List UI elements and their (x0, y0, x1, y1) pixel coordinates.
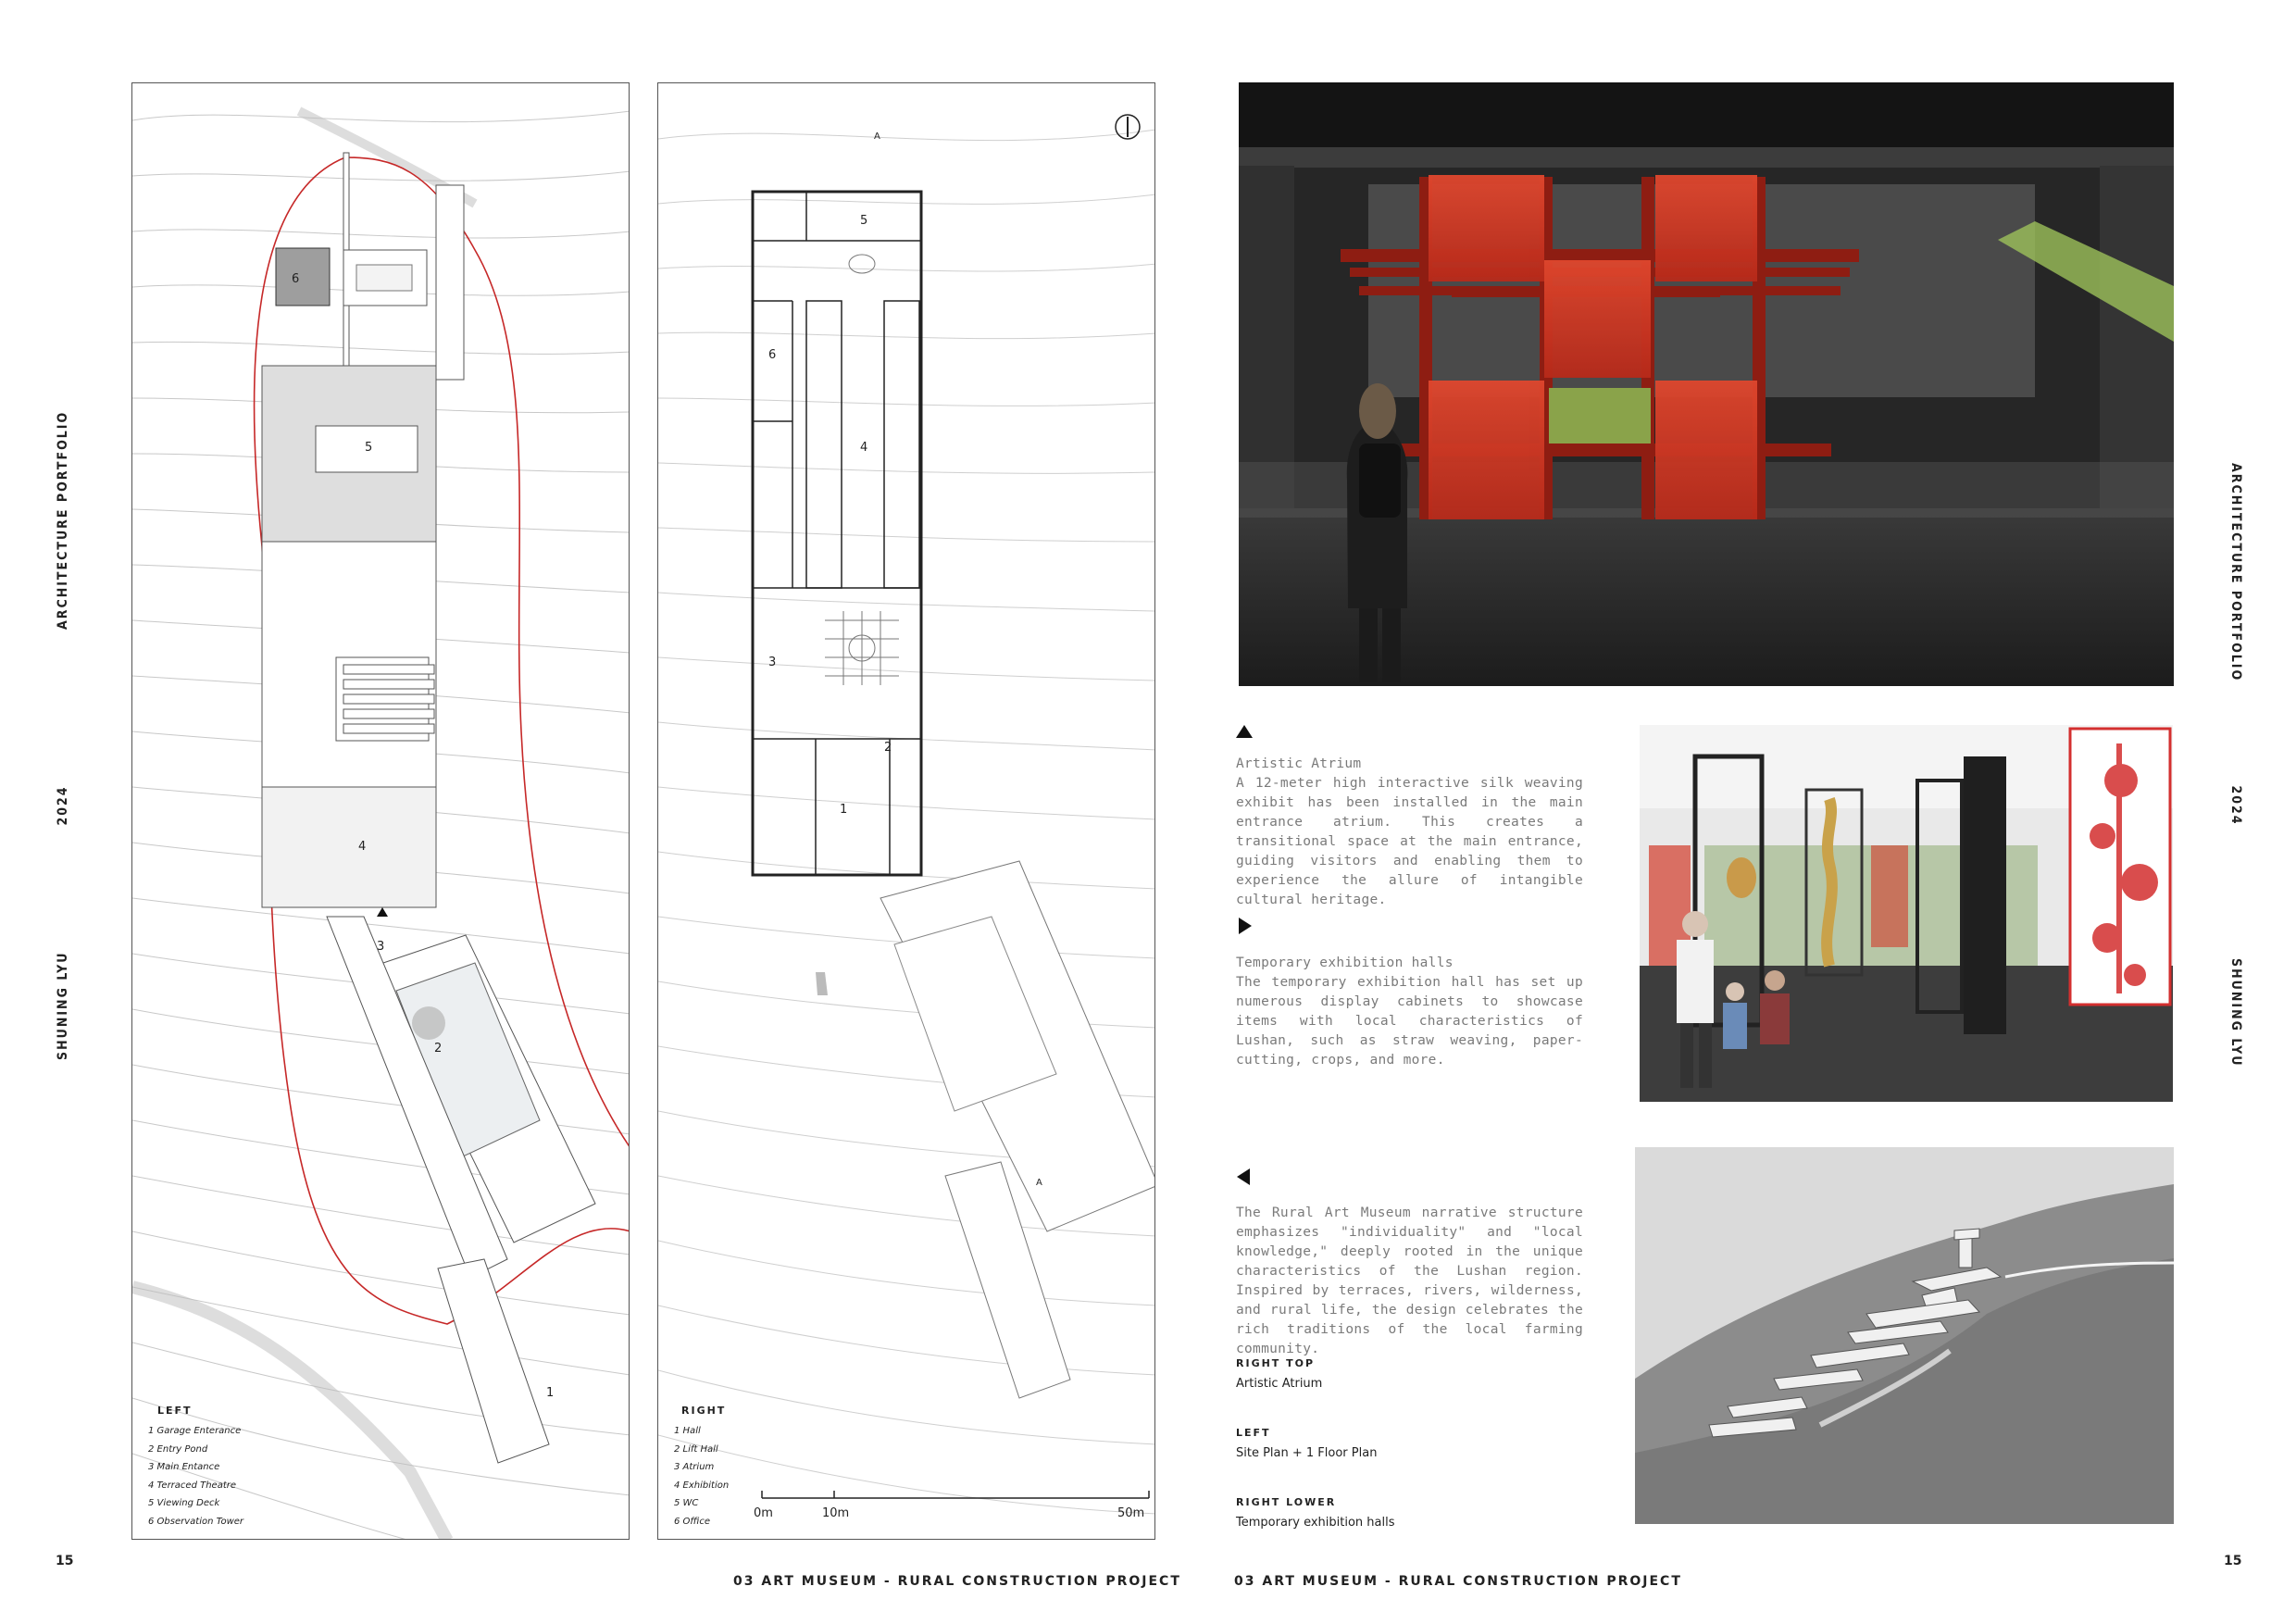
caption-right-top (1236, 1357, 1322, 1391)
side-label-portfolio-left: ARCHITECTURE PORTFOLIO (56, 410, 70, 630)
legend-item: 3 Atrium (674, 1462, 715, 1472)
triangle-right-icon (1239, 918, 1252, 934)
scale-label-50m: 50m (1117, 1506, 1145, 1520)
floor-plan-legend-title: RIGHT (681, 1405, 727, 1417)
side-label-year-left: 2024 (56, 785, 70, 826)
massing-model-render-image (1635, 1147, 2174, 1524)
side-label-author-right: SHUNING LYU (2228, 958, 2243, 1068)
triangle-left-icon (1237, 1168, 1250, 1185)
site-plan-legend-title: LEFT (157, 1405, 193, 1417)
site-plan-number-2: 2 (434, 1042, 443, 1056)
atrium-title: Artistic Atrium (1236, 756, 1362, 771)
page-number-right: 15 (2224, 1554, 2242, 1568)
museum-body: The Rural Art Museum narrative structure emphasizes "individuality" and "local knowledge," deeply rooted in the unique characteristics of the Lushan region. Inspired by terraces, rivers, wilderness, and rural life, the design celebrates the rich traditions of the local farming community. (1236, 1206, 1583, 1356)
floor-plan-number-3: 3 (768, 656, 777, 669)
caption-left (1236, 1427, 1377, 1460)
caption-heading: LEFT (1236, 1427, 1271, 1439)
side-label-year-right: 2024 (2228, 785, 2243, 826)
legend-item: 1 Hall (674, 1426, 701, 1436)
site-plan-number-5: 5 (365, 441, 373, 455)
site-plan-legend (148, 1405, 243, 1530)
site-plan-number-6: 6 (292, 272, 300, 286)
caption-value: Site Plan + 1 Floor Plan (1236, 1446, 1378, 1460)
atrium-render-svg (1239, 82, 2174, 686)
caption-heading: RIGHT TOP (1236, 1357, 1316, 1369)
legend-item: 2 Entry Pond (148, 1443, 208, 1455)
atrium-body: A 12-meter high interactive silk weaving exhibit has been installed in the main entrance atrium. This creates a transitional space at the main entrance, guiding visitors and enabling them to experience the allure of intangible cultural heritage. (1236, 776, 1583, 907)
exhibition-hall-render-svg (1640, 725, 2173, 1102)
site-plan-svg (132, 83, 630, 1540)
legend-item: 3 Main Entance (148, 1462, 220, 1472)
floor-plan-svg (658, 83, 1155, 1540)
site-plan-drawing (131, 82, 630, 1540)
footer-title-left: 03 ART MUSEUM - RURAL CONSTRUCTION PROJECT (733, 1574, 1181, 1589)
halls-body: The temporary exhibition hall has set up numerous display cabinets to showcase items with local characteristics of Lushan, such as straw weaving, paper-cutting, crops, and more. (1236, 975, 1583, 1068)
scale-label-10m: 10m (822, 1506, 850, 1520)
floor-plan-drawing (657, 82, 1155, 1540)
floor-plan-number-6: 6 (768, 348, 777, 362)
footer-title-right: 03 ART MUSEUM - RURAL CONSTRUCTION PROJECT (1234, 1574, 1682, 1589)
site-plan-number-3: 3 (377, 940, 385, 954)
caption-value: Temporary exhibition halls (1236, 1516, 1395, 1530)
legend-item: 6 Observation Tower (148, 1516, 244, 1527)
floor-plan-number-2: 2 (884, 741, 892, 755)
section-mark-bottom: A (1036, 1178, 1042, 1188)
side-label-portfolio-right: ARCHITECTURE PORTFOLIO (2228, 463, 2243, 682)
exhibition-hall-render-image (1640, 725, 2173, 1102)
caption-right-lower (1236, 1496, 1395, 1530)
legend-item: 5 WC (674, 1498, 699, 1508)
museum-description (1236, 1204, 1583, 1359)
legend-item: 1 Garage Enterance (148, 1426, 242, 1436)
floor-plan-number-4: 4 (860, 441, 868, 455)
floor-plan-legend (674, 1405, 729, 1530)
halls-title: Temporary exhibition halls (1236, 956, 1454, 970)
legend-item: 6 Office (674, 1516, 711, 1527)
halls-description (1236, 954, 1583, 1070)
caption-value: Artistic Atrium (1236, 1377, 1323, 1391)
legend-item: 2 Lift Hall (674, 1443, 718, 1455)
floor-plan-number-5: 5 (860, 214, 868, 228)
atrium-render-image (1239, 82, 2174, 686)
side-label-author-left: SHUNING LYU (56, 951, 70, 1060)
massing-model-render-svg (1635, 1147, 2174, 1524)
legend-item: 4 Exhibition (674, 1480, 730, 1491)
page-number-left: 15 (56, 1554, 74, 1568)
section-mark-top: A (874, 131, 880, 142)
scale-label-0m: 0m (754, 1506, 773, 1520)
floor-plan-number-1: 1 (840, 803, 848, 817)
caption-heading: RIGHT LOWER (1236, 1496, 1337, 1508)
atrium-description (1236, 755, 1583, 910)
site-plan-number-1: 1 (546, 1386, 555, 1400)
triangle-up-icon (1236, 725, 1253, 738)
legend-item: 4 Terraced Theatre (148, 1480, 237, 1491)
site-plan-number-4: 4 (358, 840, 367, 854)
legend-item: 5 Viewing Deck (148, 1498, 220, 1508)
